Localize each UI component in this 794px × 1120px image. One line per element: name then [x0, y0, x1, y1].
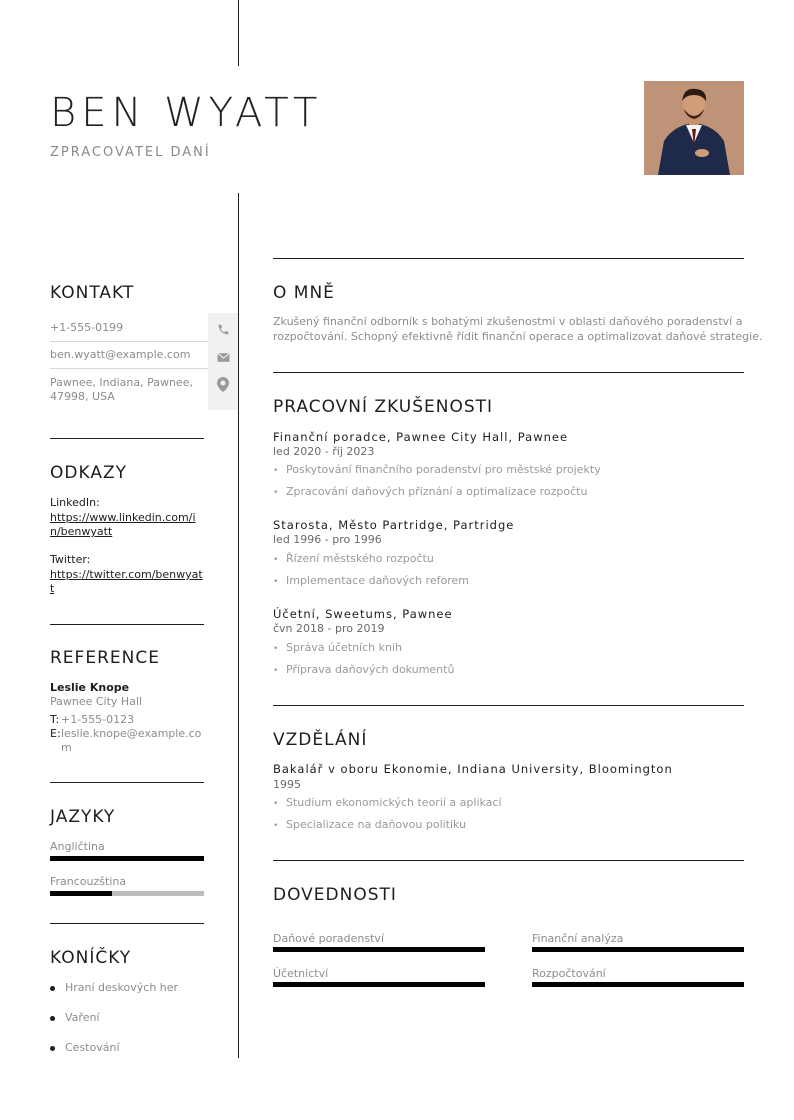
linkedin-link[interactable]: https://www.linkedin.com/i: [50, 511, 196, 524]
twitter-link[interactable]: https://twitter.com/benwyat: [50, 568, 203, 581]
hobbies-heading: KONÍČKY: [50, 948, 132, 968]
location-icon: [208, 370, 238, 398]
hobby-item: Hraní deskových her: [65, 981, 179, 994]
reference-phone: +1-555-0123: [61, 713, 135, 726]
contact-icon-strip: [208, 313, 238, 410]
about-text-line1: Zkušený finanční odborník s bohatými zkušenostmi v oblasti daňového poradenství a: [273, 315, 743, 328]
about-text-line2: rozpočtování. Schopný efektivně řídit finanční operace a optimalizovat daňové strategie.: [273, 330, 763, 343]
section-divider: [273, 372, 744, 373]
mail-icon: [208, 343, 238, 371]
language-name: Francouzština: [50, 875, 127, 888]
candidate-name: BEN WYATT: [50, 90, 323, 136]
bullet-dot: [50, 986, 55, 991]
job-title: Finanční poradce, Pawnee City Hall, Pawnee: [273, 430, 569, 444]
section-divider: [50, 923, 204, 924]
degree-year: 1995: [273, 778, 301, 791]
phone-icon: [208, 315, 238, 343]
experience-heading: PRACOVNÍ ZKUŠENOSTI: [273, 397, 494, 417]
skill-level-fill: [273, 982, 485, 987]
contact-heading: KONTAKT: [50, 283, 135, 303]
language-level-fill: [50, 856, 204, 861]
reference-email-cont[interactable]: m: [61, 741, 72, 754]
education-bullet: • Specializace na daňovou politiku: [273, 818, 466, 831]
skill-level-fill: [532, 947, 744, 952]
bullet-dot: [50, 1046, 55, 1051]
contact-divider: [50, 341, 208, 342]
language-level-bar: [50, 891, 204, 896]
skill-name: Rozpočtování: [532, 967, 606, 980]
reference-name: Leslie Knope: [50, 681, 130, 694]
job-title: Účetní, Sweetums, Pawnee: [273, 607, 453, 621]
contact-divider: [50, 368, 208, 369]
language-level-fill: [50, 891, 112, 896]
profile-photo: [644, 81, 744, 175]
skill-level-fill: [273, 947, 485, 952]
reference-email-label: E:: [50, 727, 61, 740]
reference-email[interactable]: leslie.knope@example.co: [61, 727, 202, 740]
reference-org: Pawnee City Hall: [50, 695, 143, 708]
degree-title: Bakalář v oboru Ekonomie, Indiana University, Bloomington: [273, 762, 673, 776]
twitter-link-cont[interactable]: t: [50, 582, 55, 595]
skills-heading: DOVEDNOSTI: [273, 885, 397, 905]
contact-address-line2: 47998, USA: [50, 390, 115, 403]
contact-email[interactable]: ben.wyatt@example.com: [50, 348, 191, 361]
job-title: Starosta, Město Partridge, Partridge: [273, 518, 515, 532]
job-bullet: • Řízení městského rozpočtu: [273, 552, 434, 565]
job-bullet: • Správa účetních knih: [273, 641, 402, 654]
hobby-item: Vaření: [65, 1011, 100, 1024]
job-dates: led 2020 - říj 2023: [273, 445, 375, 458]
languages-heading: JAZYKY: [50, 807, 116, 827]
section-divider: [273, 705, 744, 706]
job-dates: led 1996 - pro 1996: [273, 533, 382, 546]
job-bullet: • Zpracování daňových přiznání a optimalizace rozpočtu: [273, 485, 587, 498]
job-dates: čvn 2018 - pro 2019: [273, 622, 385, 635]
contact-phone[interactable]: +1-555-0199: [50, 321, 124, 334]
column-divider-line: [238, 193, 239, 1058]
twitter-label: Twitter:: [50, 553, 91, 566]
section-divider: [50, 782, 204, 783]
skill-level-bar: [273, 947, 485, 952]
linkedin-link-cont[interactable]: n/benwyatt: [50, 525, 113, 538]
skill-level-fill: [532, 982, 744, 987]
references-heading: REFERENCE: [50, 648, 160, 668]
job-bullet: • Poskytování finančního poradenství pro městské projekty: [273, 463, 601, 476]
contact-address-line1: Pawnee, Indiana, Pawnee,: [50, 376, 193, 389]
reference-phone-label: T:: [50, 713, 60, 726]
section-divider: [273, 258, 744, 259]
skill-level-bar: [532, 947, 744, 952]
hobby-item: Cestování: [65, 1041, 120, 1054]
bullet-dot: [50, 1016, 55, 1021]
language-name: Angličtina: [50, 840, 105, 853]
skill-level-bar: [273, 982, 485, 987]
candidate-role: ZPRACOVATEL DANÍ: [50, 145, 211, 160]
job-bullet: • Implementace daňových reforem: [273, 574, 469, 587]
section-divider: [273, 860, 744, 861]
section-divider: [50, 438, 204, 439]
language-level-bar: [50, 856, 204, 861]
education-heading: VZDĚLÁNÍ: [273, 730, 368, 750]
about-heading: O MNĚ: [273, 283, 335, 303]
skill-name: Účetnictví: [273, 967, 329, 980]
section-divider: [50, 624, 204, 625]
job-bullet: • Příprava daňových dokumentů: [273, 663, 454, 676]
links-heading: ODKAZY: [50, 463, 127, 483]
header-divider-line: [238, 0, 239, 66]
linkedin-label: LinkedIn:: [50, 496, 100, 509]
skill-name: Finanční analýza: [532, 932, 624, 945]
education-bullet: • Studium ekonomických teorií a aplikací: [273, 796, 502, 809]
skill-name: Daňové poradenství: [273, 932, 384, 945]
skill-level-bar: [532, 982, 744, 987]
